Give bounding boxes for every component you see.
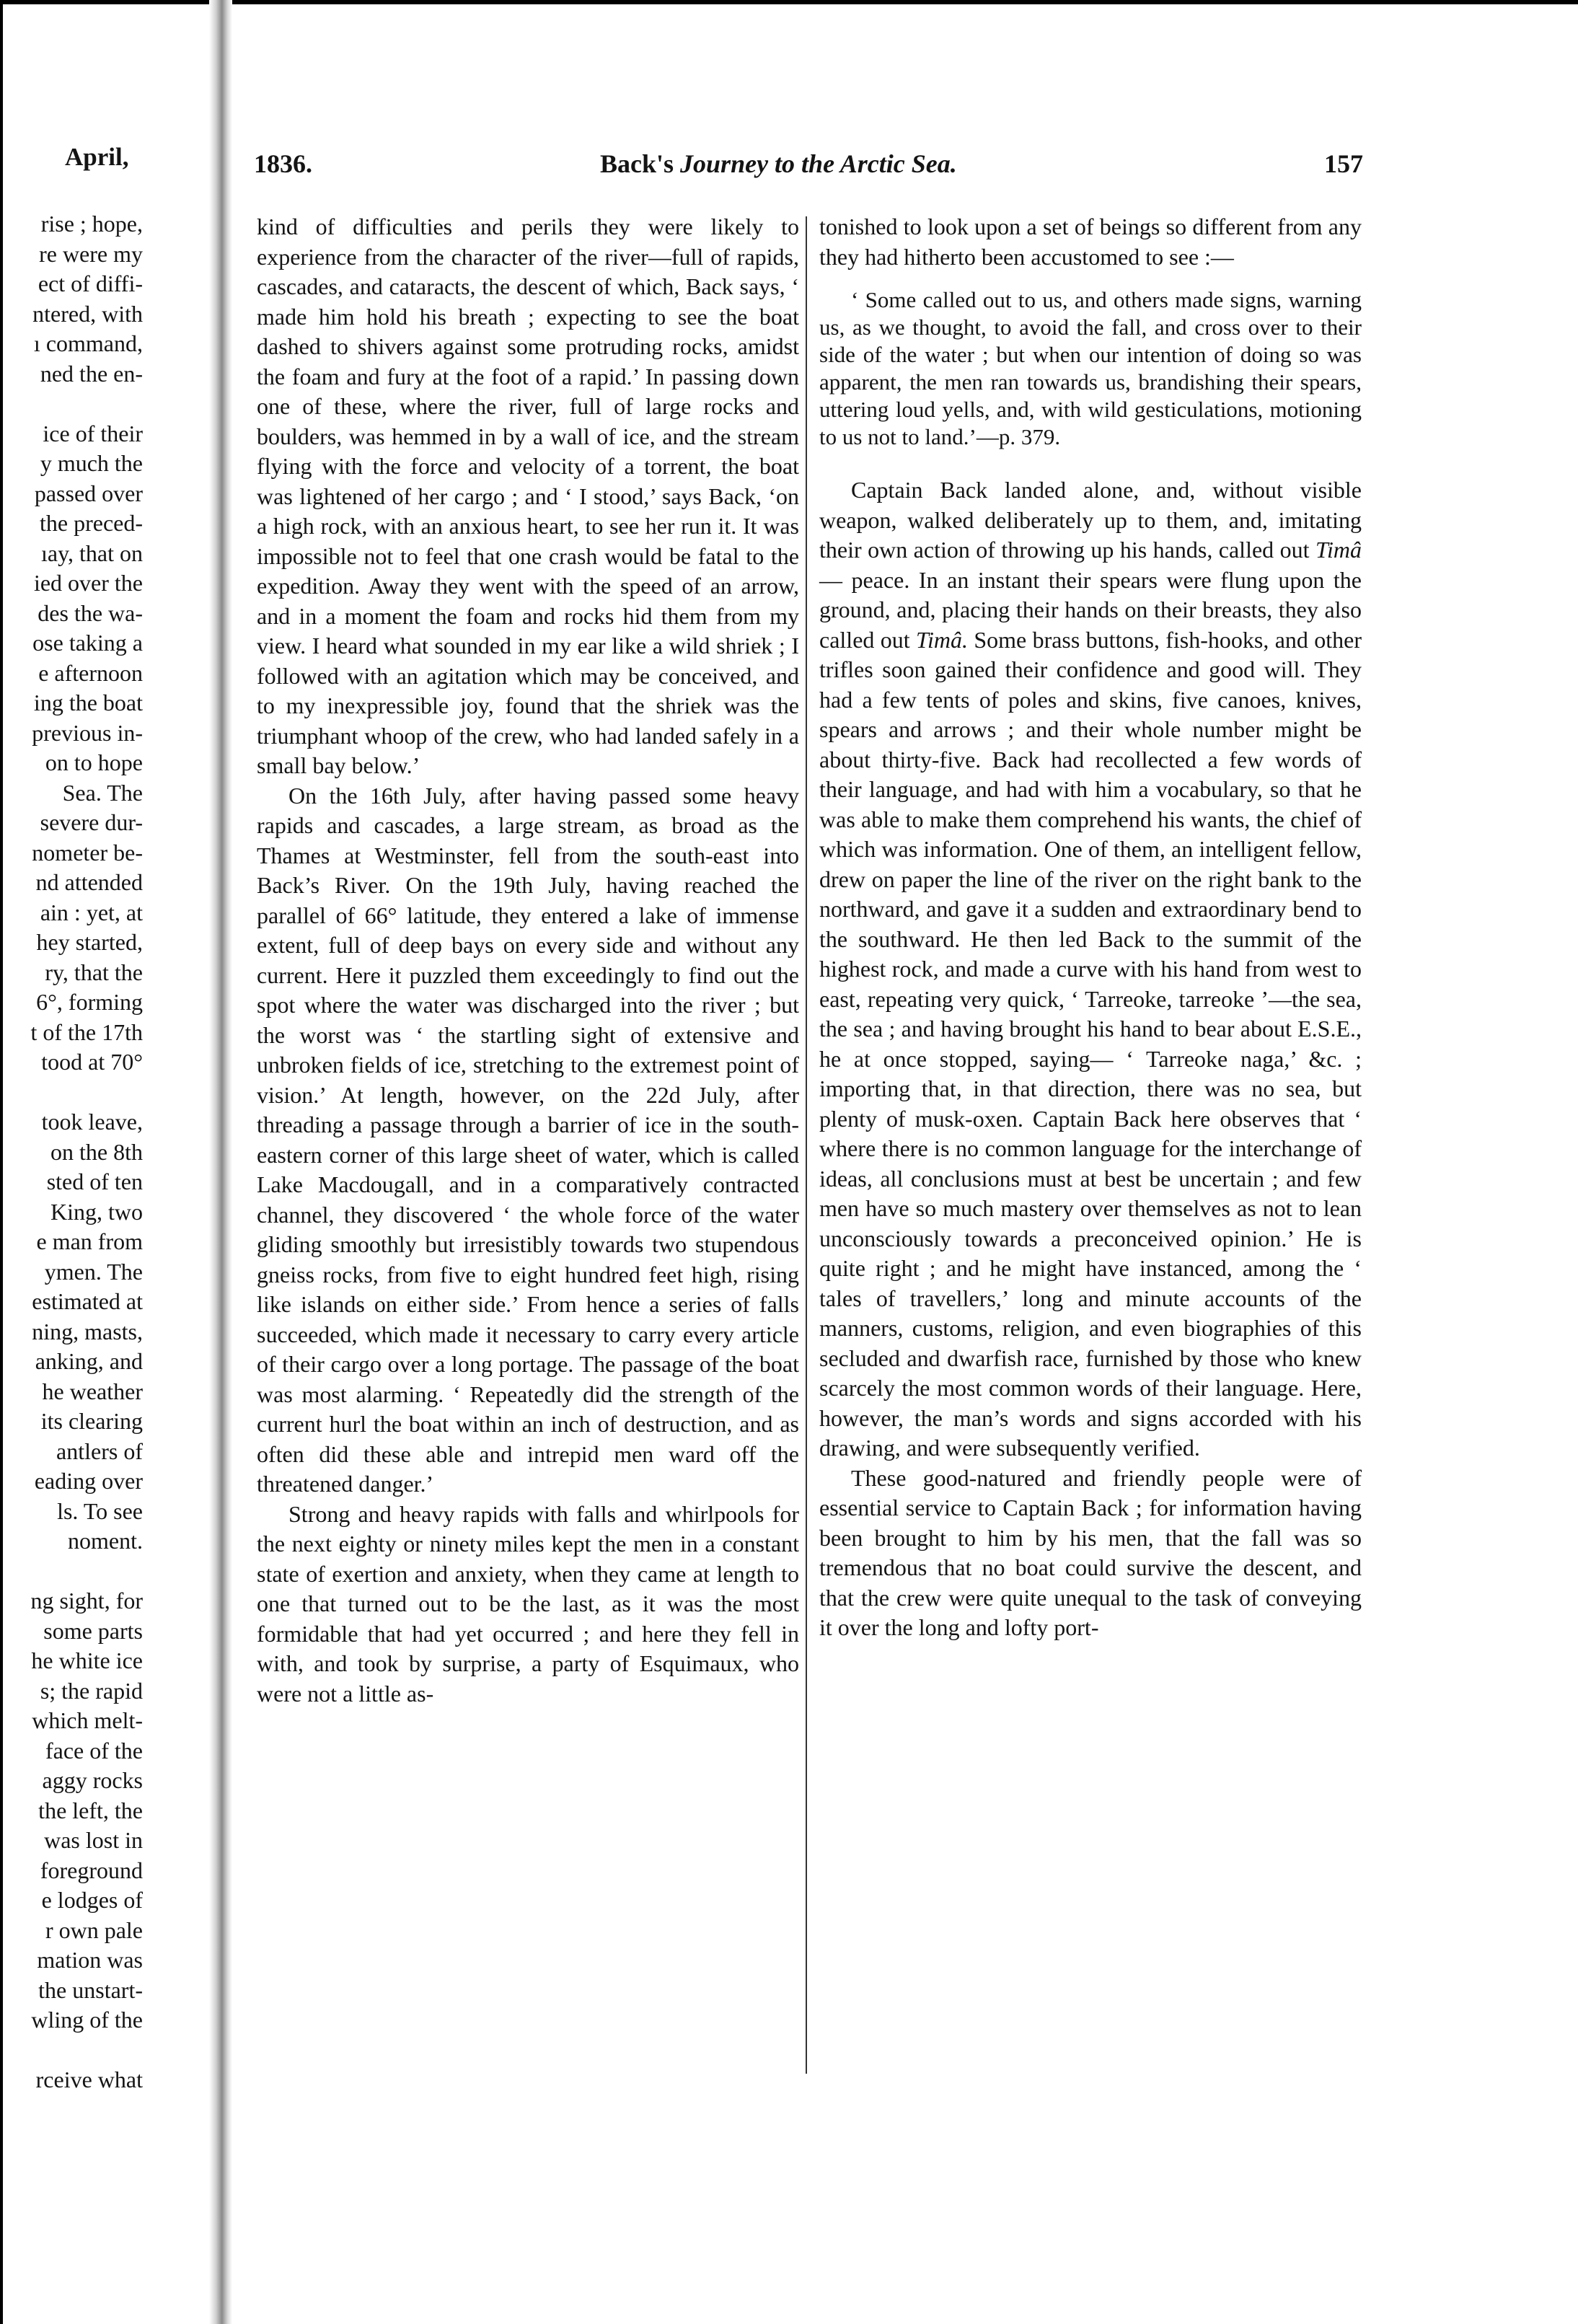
running-header <box>254 149 1363 185</box>
previous-page-line: nometer be- <box>32 839 143 866</box>
previous-page-line <box>0 1557 143 1587</box>
previous-page-line: e man from <box>36 1228 143 1254</box>
previous-page-line: r own pale <box>45 1916 143 1943</box>
previous-page-line: was lost in <box>44 1827 143 1853</box>
previous-page-line: the left, the <box>38 1797 143 1823</box>
previous-page-line: e lodges of <box>41 1887 143 1913</box>
previous-page-line: estimated at <box>32 1288 143 1314</box>
previous-page-line: ymen. The <box>44 1258 143 1285</box>
previous-page-line: on the 8th <box>50 1138 143 1165</box>
previous-page-line: re were my <box>39 240 143 267</box>
native-word: Timâ. <box>915 626 968 653</box>
previous-page-line <box>0 1078 143 1108</box>
paragraph: kind of difficulties and perils they were likely to experience from the character of the river—full of rapids, cascades, and cataracts, the descent of which, Back says, ‘ made him hold his breath ; expecting to see the boat dashed to shivers against some protruding rocks, amidst the foam and fury at the foot of a rapid.’ In passing down one of these, where the river, full of large rocks and boulders, was hemmed in by a wall of ice, and the stream flying with the force and velocity of a torrent, the boat was lightened of her cargo ; and ‘ I stood,’ says Back, ‘on a high rock, with an anxious heart, to see her run it. It was impossible not to feel that one crash would be fatal to the expedition. Away they went with the speed of an arrow, and in a moment the foam and rocks hid them from my view. I heard what sounded in my ear like a wild shriek ; I followed with an agitation which may be conceived, and to my inexpressible joy, found that the shriek was the triumphant whoop of the crew, who had landed safely in a small bay below.’ <box>257 214 799 778</box>
header-title-italic: Journey to the Arctic Sea. <box>680 149 957 178</box>
previous-page-line: King, two <box>50 1198 143 1225</box>
previous-page-line <box>0 389 143 419</box>
previous-page-line: rceive what <box>35 2066 143 2092</box>
block-quote: ‘ Some called out to us, and others made signs, warning us, as we thought, to avoid the fall, and cross over to their side of the water ; but when our intention of doing so was apparent, the men ran towards us, brandishing their spears, uttering loud yells, and, with wild gesticulations, motioning to us not to land.’—p. 379. <box>819 287 1362 449</box>
header-year: 1836. <box>254 149 312 178</box>
previous-page-line: s; the rapid <box>40 1677 143 1704</box>
previous-page-line: ning, masts, <box>32 1318 143 1344</box>
paragraph: tonished to look upon a set of beings so different from any they had hitherto been accustomed to see :— <box>819 214 1362 270</box>
previous-page-line: ice of their <box>43 420 143 446</box>
previous-page-line: ı command, <box>33 330 143 356</box>
header-title <box>600 149 957 179</box>
previous-page-line <box>0 2035 143 2066</box>
paragraph: These good-natured and friendly people were of essential service to Captain Back ; for information having been brought to him by his men, that the fall was so tremendous that no boat could survive the descent, and that the crew were quite unequal to the task of conveying it over the long and lofty port- <box>819 1464 1362 1640</box>
previous-page-line: on to hope <box>45 749 143 775</box>
right-column <box>819 212 1362 2087</box>
scan-border-top <box>0 0 1578 4</box>
previous-page-line: eading over <box>34 1468 143 1494</box>
previous-page-line: noment. <box>68 1528 143 1554</box>
previous-page-line: 6°, forming <box>36 989 143 1015</box>
previous-page-line: ls. To see <box>57 1497 143 1524</box>
previous-page-line: its clearing <box>40 1408 143 1434</box>
header-title-prefix: Back's <box>600 149 681 178</box>
left-column <box>257 212 799 2087</box>
previous-page-line: aggy rocks <box>42 1767 143 1793</box>
previous-page-line: ng sight, for <box>30 1588 143 1614</box>
previous-page-line: which melt- <box>32 1707 143 1733</box>
previous-page-line: some parts <box>43 1617 143 1644</box>
previous-page-line: previous in- <box>32 719 143 746</box>
previous-page-line: nd attended <box>35 869 143 895</box>
page-number: 157 <box>1324 149 1363 178</box>
previous-page-line: ain : yet, at <box>40 899 143 925</box>
previous-page-line: severe dur- <box>40 809 143 835</box>
previous-page-line: hey started, <box>36 929 143 955</box>
previous-page-line: ing the boat <box>33 690 143 716</box>
book-gutter <box>209 0 232 2324</box>
previous-page-line: the preced- <box>39 510 143 536</box>
previous-page-line: he white ice <box>31 1647 143 1673</box>
previous-page-line: sted of ten <box>46 1168 143 1194</box>
previous-page-line: took leave, <box>41 1109 143 1135</box>
previous-page-line: face of the <box>45 1737 143 1764</box>
previous-page-line: rise ; hope, <box>40 211 143 237</box>
paragraph: Strong and heavy rapids with falls and whirlpools for the next eighty or ninety miles kept the men in a constant state of exertion and anxiety, when they came at length to one that turned out to be the last, as it was the most formidable that had yet occurred ; and here they fell in with, and took by surprise, a party of Esquimaux, who were not a little as- <box>257 1500 799 1707</box>
paragraph: Captain Back landed alone, and, without visible weapon, walked deliberately up to them, and, imitating their own action of throwing up his hands, called out Timâ— peace. In an instant their spears were flung upon the ground, and, placing their hands on their breasts, they also called out Timâ. Some brass buttons, fish-hooks, and other trifles soon gained their confidence and good will. They had a few tents of poles and skins, five canoes, knives, spears and arrows ; and their whole number might be about thirty-five. Back had recollected a few words of their language, and had with him a vocabulary, so that he was able to make them comprehend his wants, the chief of which was information. One of them, an intelligent fellow, drew on paper the line of the river on the right bank to the northward, and gave it a sudden and extraordinary bend to the southward. He then led Back to the summit of the highest rock, and made a curve with his hand from west to east, repeating very quick, ‘ Tarreoke, tarreoke ’—the sea, the sea ; and having brought his hand to bear about E.S.E., he at once stopped, saying— ‘ Tarreoke naga,’ &c. ; importing that, in that direction, there was no sea, but plenty of musk-oxen. Captain Back here observes that ‘ where there is no common language for the interchange of ideas, all conclusions must at best be uncertain ; and few men have so much mastery over themselves as not to lean unconsciously towards a preconceived opinion.’ He is quite right ; and he might have instanced, among the ‘ tales of travellers,’ long and minute accounts of the manners, customs, religion, and even biographies of this secluded and dwarfish race, furnished by those who knew scarcely the most common words of their language. Here, however, the man’s words and signs accorded with his drawing, and were subsequently verified. <box>819 477 1362 1461</box>
previous-page-line: tood at 70° <box>41 1049 143 1075</box>
previous-page-text-fragment <box>0 209 143 2092</box>
native-word: Timâ <box>1315 537 1362 563</box>
previous-page-line: ned the en- <box>40 360 143 387</box>
previous-page-line: ect of diffi- <box>38 270 143 296</box>
previous-page-line: passed over <box>34 480 143 506</box>
column-divider <box>806 216 807 2074</box>
previous-page-line: wling of the <box>31 2007 143 2033</box>
previous-page-line: Sea. The <box>62 779 143 806</box>
previous-page-line: antlers of <box>56 1438 143 1464</box>
previous-page-line: ıay, that on <box>41 540 143 566</box>
previous-page-line: foreground <box>40 1857 143 1883</box>
previous-page-line: ry, that the <box>45 959 143 985</box>
previous-page-line: ose taking a <box>32 630 143 656</box>
previous-page-line: des the wa- <box>38 599 143 626</box>
previous-page-line: mation was <box>37 1947 143 1973</box>
previous-page-line: ied over the <box>33 570 143 596</box>
previous-page-line: the unstart- <box>38 1976 143 2003</box>
previous-page-line: y much the <box>40 450 143 476</box>
previous-page-line: ntered, with <box>32 300 143 327</box>
previous-page-header: April, <box>65 143 129 171</box>
previous-page-line: t of the 17th <box>30 1018 143 1045</box>
previous-page-line: he weather <box>42 1378 143 1404</box>
previous-page-line: anking, and <box>35 1348 143 1374</box>
previous-page-line: e afternoon <box>38 659 143 686</box>
paragraph: On the 16th July, after having passed some heavy rapids and cascades, a large stream, as broad as the Thames at Westminster, fell from the south-east into Back’s River. On the 19th July, having reached the parallel of 66° latitude, they entered a lake of immense extent, full of deep bays on every side and without any current. Here it puzzled them exceedingly to find out the spot where the water was discharged into the river ; but the worst was ‘ the startling sight of extensive and unbroken fields of ice, stretching to the extremest point of vision.’ At length, however, on the 22d July, after threading a passage through a barrier of ice in the southeastern corner of this large sheet of water, which is called Lake Macdougall, and in a comparatively contracted channel, they discovered ‘ the whole force of the water gliding smoothly but irresistibly towards two stupendous gneiss rocks, from five to eight hundred feet high, rising like islands on either side.’ From hence a series of falls succeeded, which made it necessary to carry every article of their cargo over a long portage. The passage of the boat was most alarming. ‘ Repeatedly did the strength of the current hurl the boat within an inch of destruction, and as often did these able and intrepid men ward off the threatened danger.’ <box>257 782 799 1497</box>
